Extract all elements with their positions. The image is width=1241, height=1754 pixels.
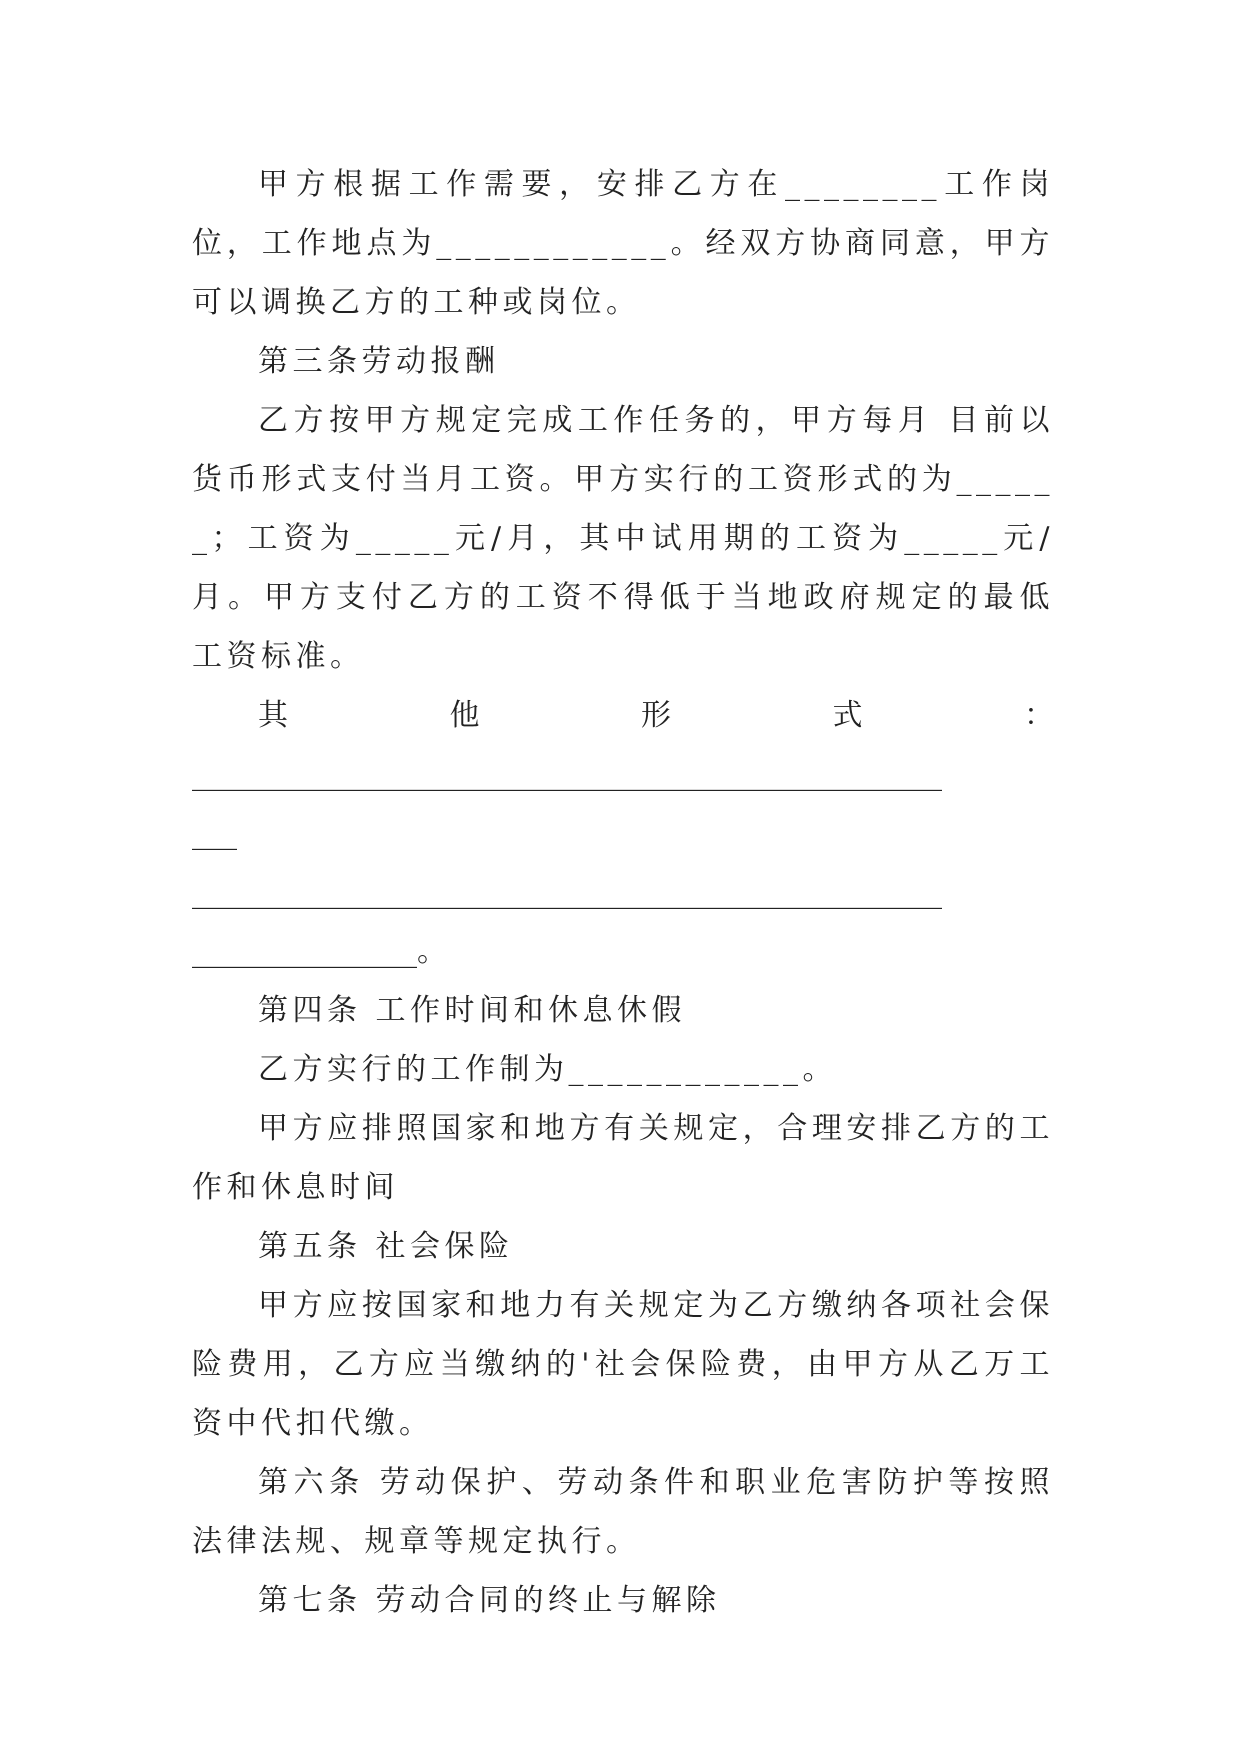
fill-blank-line-2: __________________________________________________ — [192, 875, 942, 910]
paragraph-work-system: 乙方实行的工作制为____________。 — [258, 1052, 837, 1087]
heading-article-4: 第四条 工作时间和休息休假 — [258, 993, 687, 1028]
paragraph-article-6: 第六条 劳动保护、劳动条件和职业危害防护等按照法律法规、规章等规定执行。 — [192, 1465, 1054, 1559]
other-forms-char: 形 — [641, 698, 671, 733]
fill-blank-line-2-tail: _______________。 — [192, 934, 447, 969]
paragraph-wage: 乙方按甲方规定完成工作任务的，甲方每月 目前以货币形式支付当月工资。甲方实行的工资形式的为______；工资为_____元/月，其中试用期的工资为_____元/月。甲方支付乙方的工资不得低于当地政府规定的最低工资标准。 — [192, 403, 1054, 674]
heading-article-7: 第七条 劳动合同的终止与解除 — [258, 1583, 721, 1618]
other-forms-label — [192, 686, 1054, 745]
paragraph-work-position: 甲方根据工作需要，安排乙方在________工作岗位，工作地点为____________。经双方协商同意，甲方可以调换乙方的工种或岗位。 — [192, 167, 1054, 320]
paragraph-social-insurance: 甲方应按国家和地力有关规定为乙方缴纳各项社会保险费用，乙方应当缴纳的'社会保险费，由甲方从乙万工资中代扣代缴。 — [192, 1288, 1054, 1441]
other-forms-char: 他 — [449, 698, 480, 733]
other-forms-char: 其 — [258, 698, 288, 733]
other-forms-char: 式 — [832, 698, 863, 733]
heading-article-3: 第三条劳动报酬 — [258, 344, 500, 379]
fill-blank-line-1: __________________________________________________ — [192, 757, 942, 792]
paragraph-rest-time: 甲方应排照国家和地方有关规定，合理安排乙方的工作和休息时间 — [192, 1111, 1054, 1205]
fill-blank-line-1-tail: ___ — [192, 816, 237, 851]
document-body — [192, 155, 1054, 1630]
other-forms-colon: ： — [1024, 698, 1054, 733]
heading-article-5: 第五条 社会保险 — [258, 1229, 514, 1264]
